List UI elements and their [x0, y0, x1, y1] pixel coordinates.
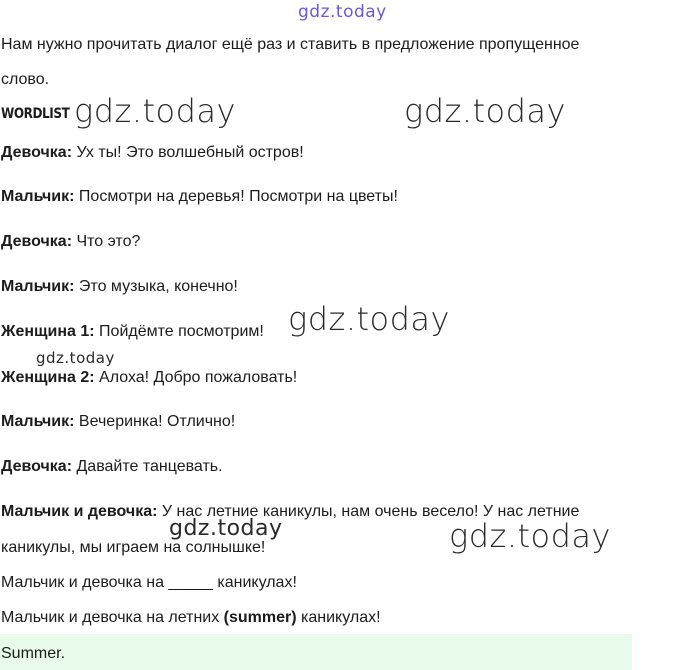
watermark-top: gdz.today	[298, 2, 387, 22]
utterance: Вечеринка! Отлично!	[74, 413, 236, 430]
speaker: Мальчик:	[1, 278, 75, 295]
answer-before: Мальчик и девочка на летних	[1, 609, 224, 626]
answer-bold: (summer)	[223, 609, 297, 626]
watermark: gdz.today	[74, 92, 236, 130]
dialogue-line	[1, 368, 297, 388]
answer-box	[0, 634, 632, 670]
watermark: gdz.today	[288, 300, 450, 338]
speaker: Мальчик:	[1, 413, 75, 430]
answer-box-text: Summer.	[1, 645, 66, 662]
watermark: gdz.today	[169, 516, 283, 541]
dialogue-line	[1, 232, 140, 252]
watermark: gdz.today	[449, 517, 611, 555]
dialogue-line	[1, 412, 235, 432]
intro-line-2: слово.	[1, 71, 50, 88]
answer-sentence	[1, 608, 381, 628]
speaker: Женщина 1:	[1, 323, 95, 340]
dialogue-line	[1, 502, 579, 522]
speaker: Женщина 2:	[1, 369, 95, 386]
speaker: Девочка:	[1, 233, 73, 250]
utterance: У нас летние каникулы, нам очень весело! У нас летние	[157, 503, 580, 520]
utterance: Давайте танцевать.	[72, 458, 223, 475]
utterance: Посмотри на деревья! Посмотри на цветы!	[74, 188, 398, 205]
speaker: Девочка:	[1, 144, 73, 161]
utterance: Что это?	[72, 233, 141, 250]
dialogue-line	[1, 187, 398, 207]
dialogue-line	[1, 277, 238, 297]
watermark: gdz.today	[36, 349, 115, 367]
task-sentence: Мальчик и девочка на _____ каникулах!	[1, 574, 297, 591]
speaker: Девочка:	[1, 458, 73, 475]
answer-after: каникулах!	[296, 609, 381, 626]
dialogue-line	[1, 143, 304, 163]
intro-line-1: Нам нужно прочитать диалог ещё раз и ставить в предложение пропущенное	[1, 36, 580, 53]
dialogue-line	[1, 322, 264, 342]
speaker: Мальчик:	[1, 188, 75, 205]
dialogue-continuation: каникулы, мы играем на солнышке!	[1, 539, 266, 556]
utterance: Ух ты! Это волшебный остров!	[72, 144, 304, 161]
wordlist-label: WORDLIST	[1, 106, 70, 122]
utterance: Пойдёмте посмотрим!	[94, 323, 264, 340]
speaker: Мальчик и девочка:	[1, 503, 158, 520]
watermark: gdz.today	[404, 92, 566, 130]
utterance: Это музыка, конечно!	[74, 278, 238, 295]
utterance: Алоха! Добро пожаловать!	[94, 369, 298, 386]
dialogue-line	[1, 457, 223, 477]
